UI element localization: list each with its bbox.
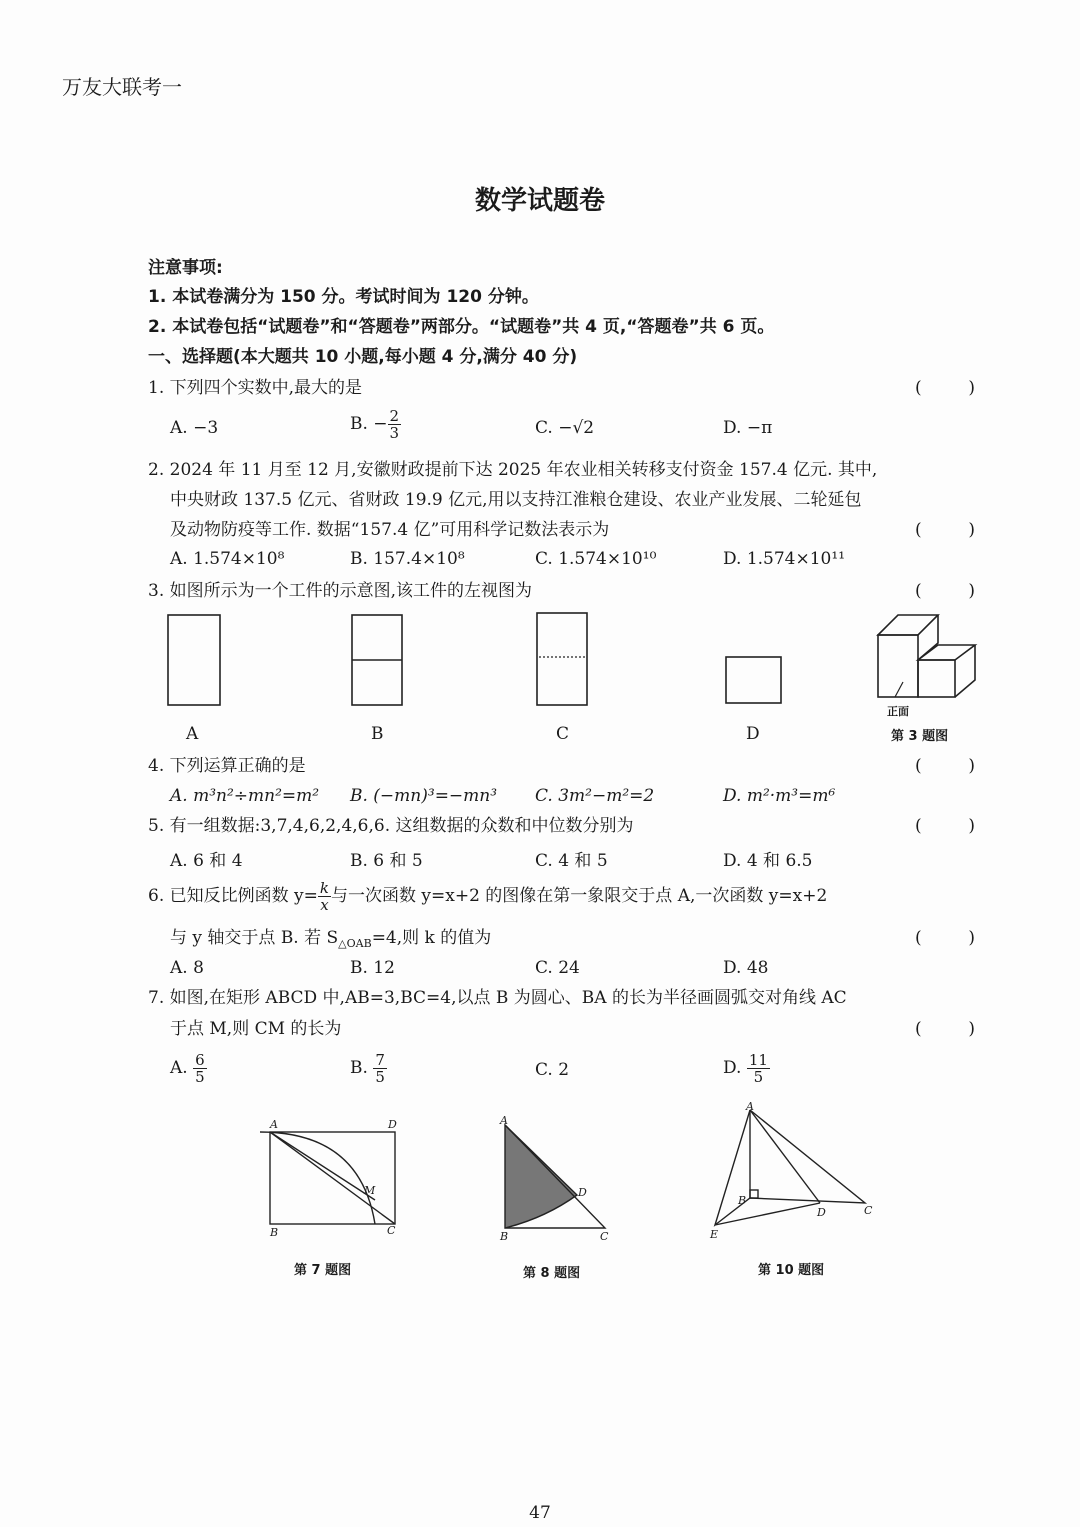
option-c: C. −√2: [535, 418, 595, 438]
workpiece-3d: [878, 615, 975, 697]
question-7-line: 于点 M,则 CM 的长为: [170, 1019, 342, 1039]
point-label: D: [578, 1186, 587, 1199]
option-c: C. 3m²−m²=2: [535, 786, 655, 806]
option-a: A. m³n²÷mn²=m²: [170, 786, 320, 806]
section-heading: 一、选择题(本大题共 10 小题,每小题 4 分,满分 40 分): [148, 347, 578, 367]
question-1: 1. 下列四个实数中,最大的是: [148, 378, 363, 398]
point-label: B: [270, 1226, 279, 1239]
view-a: [168, 615, 220, 705]
answer-blank: ( ): [915, 928, 975, 948]
question-6: 6. 已知反比例函数 y= $\frac{k}{x}$ 与一次函数 y=x+2 的图像在第一象限交于点 A,一次函数 y=x+2: [148, 879, 828, 914]
option-d: D. 4 和 6.5: [723, 851, 813, 871]
question-4: 4. 下列运算正确的是: [148, 756, 306, 776]
option-a: A. 1.574×10⁸: [170, 549, 285, 569]
point-label: C: [864, 1204, 873, 1217]
figure-caption: 第 8 题图: [523, 1266, 581, 1281]
option-c: C. 24: [535, 958, 580, 978]
view-label-a: A: [186, 724, 199, 744]
answer-blank: ( ): [915, 378, 975, 398]
option-a: A. −3: [170, 418, 219, 438]
figure-caption: 第 10 题图: [758, 1263, 825, 1278]
point-label: A: [500, 1114, 508, 1127]
geometry-figures: [250, 1100, 910, 1250]
page-number: 47: [529, 1503, 551, 1523]
page-title: 数学试题卷: [474, 186, 605, 216]
note-item: 1. 本试卷满分为 150 分。考试时间为 120 分钟。: [148, 287, 539, 307]
option-d: D. 48: [723, 958, 769, 978]
point-label: C: [600, 1230, 609, 1243]
view-c: [537, 613, 587, 705]
point-label: D: [817, 1206, 826, 1219]
point-label: M: [364, 1184, 376, 1197]
figure-8: [505, 1125, 605, 1228]
figure-7: [260, 1132, 395, 1224]
answer-blank: ( ): [915, 1019, 975, 1039]
question-2-line: 中央财政 137.5 亿元、省财政 19.9 亿元,用以支持江淮粮仓建设、农业产业发展、二轮延包: [170, 490, 862, 510]
answer-blank: ( ): [915, 756, 975, 776]
point-label: B: [738, 1194, 747, 1207]
option-a: A. 6 和 4: [170, 851, 243, 871]
question-3: 3. 如图所示为一个工件的示意图,该工件的左视图为: [148, 581, 533, 601]
answer-blank: ( ): [915, 520, 975, 540]
notes-heading: 注意事项:: [148, 258, 223, 278]
option-d: D. m²·m³=m⁶: [723, 786, 836, 806]
question-5: 5. 有一组数据:3,7,4,6,2,4,6,6. 这组数据的众数和中位数分别为: [148, 816, 634, 836]
question-2: 2. 2024 年 11 月至 12 月,安徽财政提前下达 2025 年农业相关转移支付资金 157.4 亿元. 其中,: [148, 460, 878, 480]
figure-caption: 第 3 题图: [891, 729, 949, 744]
question-2-line: 及动物防疫等工作. 数据“157.4 亿”可用科学记数法表示为: [170, 520, 610, 540]
option-c: C. 1.574×10¹⁰: [535, 549, 657, 569]
exam-header: 万友大联考一: [62, 75, 182, 99]
point-label: A: [746, 1100, 754, 1113]
front-label: 正面: [887, 705, 909, 718]
option-b: B. 6 和 5: [350, 851, 423, 871]
view-d: [726, 657, 781, 703]
figure-caption: 第 7 题图: [294, 1263, 352, 1278]
point-label: B: [500, 1230, 509, 1243]
option-c: C. 4 和 5: [535, 851, 608, 871]
option-a: A. $\frac{6}{5}$: [170, 1051, 205, 1086]
question-6-line: 与 y 轴交于点 B. 若 $S_{\triangle OAB}=4$,则 k 的值为: [170, 928, 492, 950]
option-d: D. $\frac{11}{5}$: [723, 1051, 768, 1086]
answer-blank: ( ): [915, 816, 975, 836]
answer-blank: ( ): [915, 581, 975, 601]
option-b: B. 157.4×10⁸: [350, 549, 465, 569]
figure-10: [715, 1110, 865, 1225]
point-label: A: [270, 1118, 278, 1131]
point-label: E: [710, 1228, 719, 1241]
option-c: C. 2: [535, 1060, 570, 1080]
option-b: B. $\frac{7}{5}$: [350, 1051, 385, 1086]
q3-figures: [160, 605, 1000, 725]
view-label-c: C: [556, 724, 570, 744]
option-b: B. − $\frac{2}{3}$: [350, 407, 400, 442]
option-d: D. −π: [723, 418, 773, 438]
option-b: B. 12: [350, 958, 395, 978]
question-7: 7. 如图,在矩形 ABCD 中,AB=3,BC=4,以点 B 为圆心、BA 的长为半径画圆弧交对角线 AC: [148, 988, 847, 1008]
point-label: C: [387, 1224, 396, 1237]
view-label-b: B: [371, 724, 384, 744]
option-b: B. (−mn)³=−mn³: [350, 786, 498, 806]
point-label: D: [388, 1118, 397, 1131]
option-a: A. 8: [170, 958, 204, 978]
option-d: D. 1.574×10¹¹: [723, 549, 846, 569]
note-item: 2. 本试卷包括“试题卷”和“答题卷”两部分。“试题卷”共 4 页,“答题卷”共 6 页。: [148, 317, 775, 337]
view-label-d: D: [746, 724, 760, 744]
